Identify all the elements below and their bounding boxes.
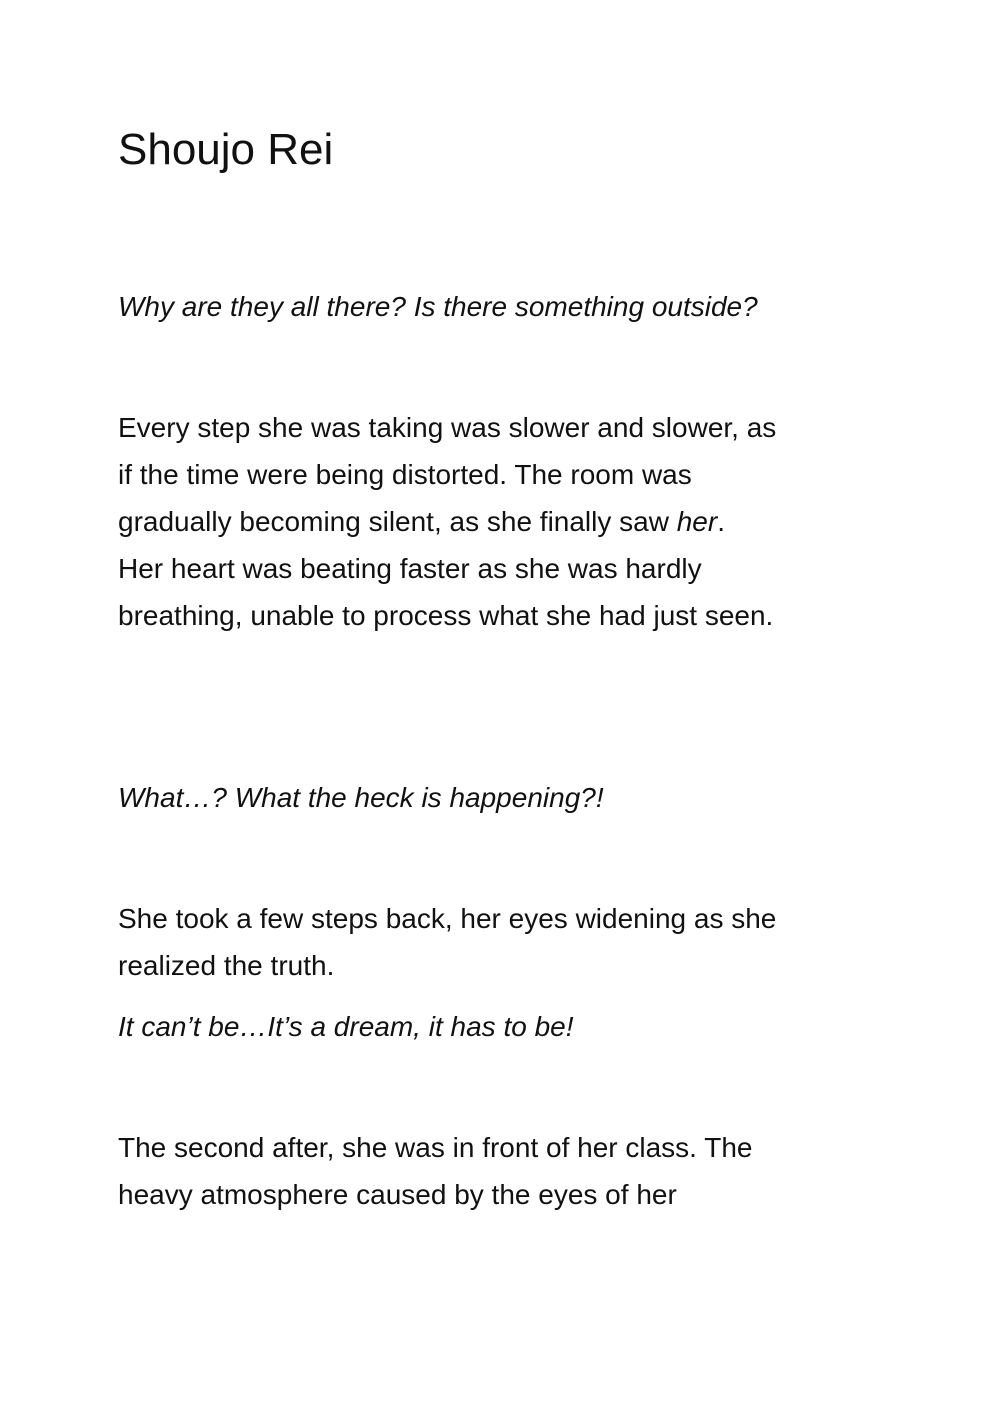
- inner-thought: It can’t be…It’s a dream, it has to be!: [118, 1011, 574, 1042]
- paragraph-line: Her heart was beating faster as she was hardly: [118, 553, 702, 584]
- paragraph-line: if the time were being distorted. The room was: [118, 459, 692, 490]
- paragraph-line: [118, 506, 725, 537]
- chapter-title: Shoujo Rei: [118, 125, 334, 174]
- paragraph-text: gradually becoming silent, as she finally saw: [118, 506, 677, 537]
- emphasized-word: her: [676, 506, 718, 537]
- narrative-paragraph: [118, 895, 888, 989]
- paragraph-line: breathing, unable to process what she had just seen.: [118, 600, 774, 631]
- paragraph-line: realized the truth.: [118, 950, 335, 981]
- narrative-paragraph: [118, 1124, 888, 1218]
- paragraph-text: .: [717, 506, 725, 537]
- inner-thought: What…? What the heck is happening?!: [118, 782, 604, 813]
- paragraph-line: The second after, she was in front of her class. The: [118, 1132, 753, 1163]
- narrative-paragraph: [118, 404, 888, 639]
- inner-thought: Why are they all there? Is there something outside?: [118, 291, 758, 322]
- paragraph-line: She took a few steps back, her eyes widening as she: [118, 903, 777, 934]
- paragraph-line: Every step she was taking was slower and slower, as: [118, 412, 777, 443]
- paragraph-line: heavy atmosphere caused by the eyes of her: [118, 1179, 677, 1210]
